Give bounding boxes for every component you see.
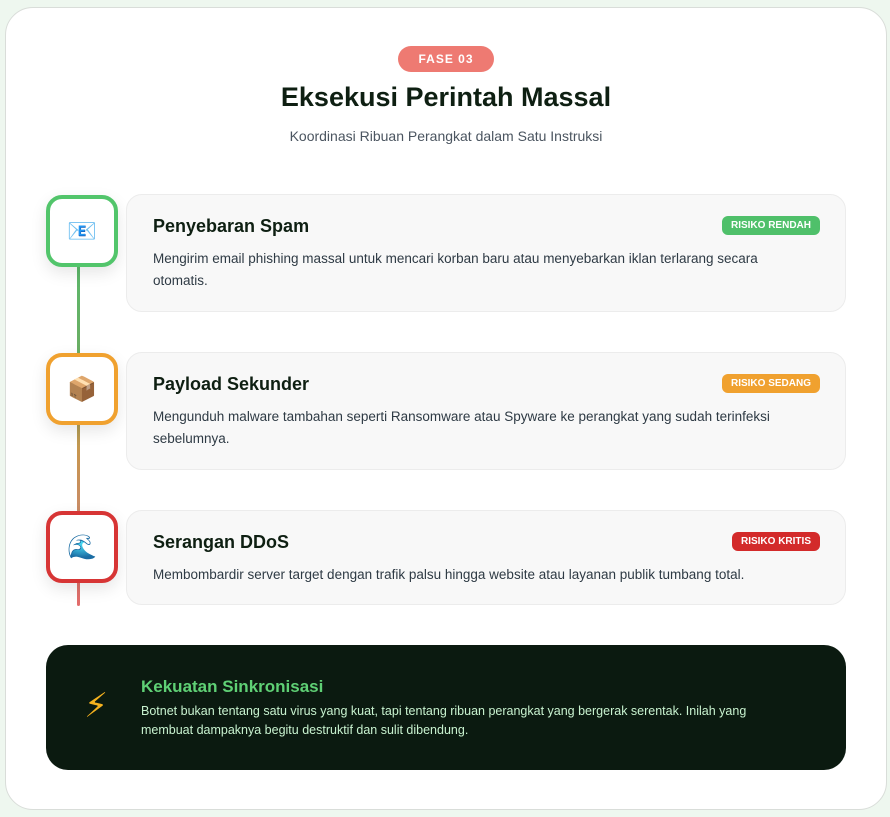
info-banner bbox=[46, 645, 846, 770]
step-title: Serangan DDoS bbox=[153, 532, 290, 552]
banner-title: Kekuatan Sinkronisasi bbox=[141, 677, 324, 696]
phase-badge: FASE 03 bbox=[398, 46, 494, 72]
step-card-ddos bbox=[126, 510, 846, 605]
banner-text: Botnet bukan tentang satu virus yang kuat, tapi tentang ribuan perangkat yang bergerak serentak. Inilah yang membuat dampaknya begitu destruktif dan sulit dibendung. bbox=[141, 704, 747, 737]
step-card-payload bbox=[126, 352, 846, 470]
page-title: Eksekusi Perintah Massal bbox=[280, 82, 612, 112]
step-description: Mengirim email phishing massal untuk mencari korban baru atau menyebarkan iklan terlarang secara otomatis. bbox=[153, 251, 758, 288]
wave-icon: 🌊 bbox=[67, 533, 97, 561]
timeline-node-ddos bbox=[46, 511, 118, 583]
step-description: Membombardir server target dengan trafik palsu hingga website atau layanan publik tumbang total. bbox=[153, 567, 745, 582]
risk-badge-medium: RISIKO SEDANG bbox=[722, 374, 820, 393]
lightning-icon: ⚡ bbox=[84, 687, 108, 725]
timeline-node-payload bbox=[46, 353, 118, 425]
step-title: Payload Sekunder bbox=[153, 374, 310, 394]
risk-badge-low: RISIKO RENDAH bbox=[722, 216, 820, 235]
step-card-spam bbox=[126, 194, 846, 312]
timeline-node-spam bbox=[46, 195, 118, 267]
step-title: Penyebaran Spam bbox=[153, 216, 310, 236]
package-icon: 📦 bbox=[67, 375, 97, 403]
risk-badge-critical: RISIKO KRITIS bbox=[732, 532, 820, 551]
step-description: Mengunduh malware tambahan seperti Ransomware atau Spyware ke perangkat yang sudah terinfeksi sebelumnya. bbox=[153, 409, 770, 446]
page-subtitle: Koordinasi Ribuan Perangkat dalam Satu Instruksi bbox=[289, 128, 603, 144]
phase-card bbox=[5, 7, 887, 810]
envelope-icon: 📧 bbox=[67, 217, 97, 245]
